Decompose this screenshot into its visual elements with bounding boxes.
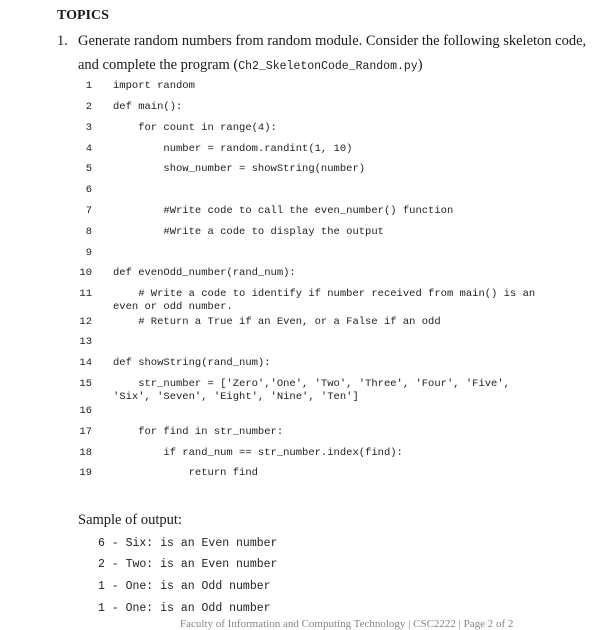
code-line-text: def main(): (113, 101, 183, 113)
question-line-2-prefix: and complete the program ( (78, 57, 239, 73)
code-line-number: 18 (79, 447, 92, 459)
sample-output-line: 1 - One: is an Odd number (98, 580, 271, 593)
sample-output-line: 1 - One: is an Odd number (98, 602, 271, 615)
code-line-number: 12 (79, 316, 92, 328)
code-line-number: 9 (85, 247, 92, 259)
code-line-text: import random (113, 80, 195, 92)
code-line-number: 8 (85, 226, 92, 238)
page-footer: Faculty of Information and Computing Technology | CSC2222 | Page 2 of 2 (180, 618, 514, 630)
code-line-continuation: even or odd number. (113, 301, 233, 313)
topics-heading: TOPICS (57, 8, 109, 23)
code-line-text: str_number = ['Zero','One', 'Two', 'Three', 'Four', 'Five', (113, 378, 510, 390)
code-line-text: show_number = showString(number) (113, 163, 366, 175)
code-line-number: 4 (85, 143, 92, 155)
code-line-text: # Return a True if an Even, or a False if an odd (113, 316, 441, 328)
question-line-2 (78, 57, 423, 74)
code-line-number: 14 (79, 357, 92, 369)
code-line-number: 1 (85, 80, 92, 92)
code-line-text: return find (113, 467, 258, 479)
filename: Ch2_SkeletonCode_Random.py (238, 60, 418, 73)
code-line-continuation: 'Six', 'Seven', 'Eight', 'Nine', 'Ten'] (113, 391, 359, 403)
code-line-number: 7 (85, 205, 92, 217)
question-line-1: Generate random numbers from random module. Consider the following skeleton code, (78, 33, 587, 49)
code-line-text: #Write a code to display the output (113, 226, 384, 238)
question-number: 1. (57, 33, 68, 49)
code-line-number: 10 (79, 267, 92, 279)
code-line-text: for count in range(4): (113, 122, 277, 134)
code-line-number: 19 (79, 467, 92, 479)
code-line-number: 11 (79, 288, 92, 300)
code-line-number: 2 (85, 101, 92, 113)
code-line-text: for find in str_number: (113, 426, 284, 438)
code-line-text: #Write code to call the even_number() function (113, 205, 454, 217)
code-line-number: 3 (85, 122, 92, 134)
code-line-text: def showString(rand_num): (113, 357, 271, 369)
code-line-number: 15 (79, 378, 92, 390)
sample-output-line: 2 - Two: is an Even number (98, 558, 278, 571)
code-line-text: number = random.randint(1, 10) (113, 143, 353, 155)
code-line-text: def evenOdd_number(rand_num): (113, 267, 296, 279)
code-line-number: 5 (85, 163, 92, 175)
sample-output-title: Sample of output: (78, 512, 182, 528)
code-line-number: 17 (79, 426, 92, 438)
code-line-number: 13 (79, 336, 92, 348)
code-line-number: 6 (85, 184, 92, 196)
code-line-text: if rand_num == str_number.index(find): (113, 447, 403, 459)
question-line-2-suffix: ) (417, 57, 423, 73)
code-line-number: 16 (79, 405, 92, 417)
sample-output-line: 6 - Six: is an Even number (98, 537, 278, 550)
code-line-text: # Write a code to identify if number received from main() is an (113, 288, 536, 300)
